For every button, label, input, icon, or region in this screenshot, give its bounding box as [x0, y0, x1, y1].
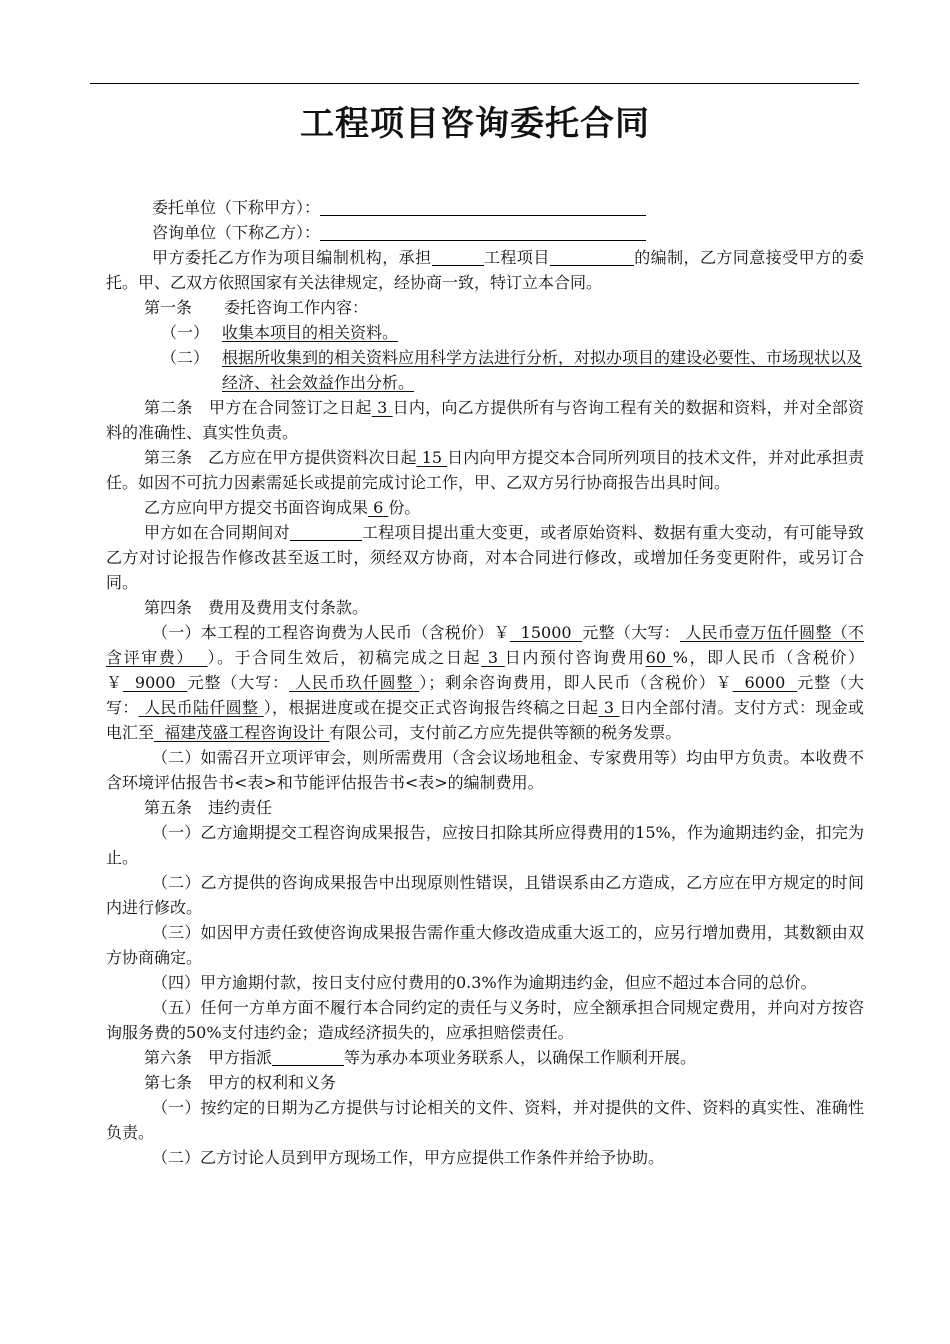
article-5-heading: 第五条 违约责任	[144, 798, 273, 817]
prepay-words: 人民币玖仟圆整	[295, 673, 414, 692]
fee-total-words: 人民币壹万伍仟圆整（不含评审费）	[106, 623, 864, 667]
party-a-blank	[320, 197, 646, 216]
prepay-percent: 60	[645, 648, 666, 667]
contract-title: 工程项目咨询委托合同	[300, 104, 650, 144]
article-5-item: （一）乙方逾期提交工程咨询成果报告，应按日扣除其所应得费用的15%，作为逾期违约金，扣完为止。	[106, 823, 864, 867]
days-value: 3	[377, 398, 388, 417]
article-5-item: （四）甲方逾期付款，按日支付应付费用的0.3%作为逾期违约金，但应不超过本合同的总价。	[152, 973, 817, 992]
article-5-item: （二）乙方提供的咨询成果报告中出现原则性错误，且错误系由乙方造成，乙方应在甲方规定的时间内进行修改。	[106, 873, 864, 917]
party-a-line: 委托单位（下称甲方）：	[106, 195, 864, 220]
copies-value: 6	[373, 498, 384, 517]
intro-paragraph: 甲方委托乙方作为项目编制机构，承担 工程项目 的编制，乙方同意接受甲方的委托。甲、乙双方依照国家有关法律规定，经协商一致，特订立本合同。	[106, 248, 864, 292]
prepay-value: 9000	[134, 673, 176, 692]
article-3: 第三条 乙方应在甲方提供资料次日起 15 日内向甲方提交本合同所列项目的技术文件，并对此承担责任。如因不可抗力因素需延长或提前完成讨论工作，甲、乙双方另行协商报告出具时间。	[106, 448, 864, 492]
article-6: 第六条 甲方指派 等为承办本项业务联系人，以确保工作顺利开展。	[144, 1048, 697, 1067]
article-2: 第二条 甲方在合同签订之日起 3 日内，向乙方提供所有与咨询工程有关的数据和资料，并对全部资料的准确性、真实性负责。	[106, 398, 864, 442]
party-b-blank	[320, 222, 646, 241]
balance-words: 人民币陆仟圆整	[144, 698, 259, 717]
party-b-line: 咨询单位（下称乙方）：	[106, 220, 864, 245]
header-rule	[90, 83, 859, 84]
article-5-item: （三）如因甲方责任致使咨询成果报告需作重大修改造成重大返工的，应另行增加费用，其数额由双方协商确定。	[106, 923, 864, 967]
article-5-item: （五）任何一方单方面不履行本合同约定的责任与义务时，应全额承担合同规定费用，并向对方按咨询服务费的50%支付违约金；造成经济损失的，应承担赔偿责任。	[106, 998, 864, 1042]
payee-company: 福建茂盛工程咨询设计	[164, 723, 325, 742]
copies-paragraph: 乙方应向甲方提交书面咨询成果 6 份。	[144, 498, 421, 517]
article-7-item: （二）乙方讨论人员到甲方现场工作，甲方应提供工作条件并给予协助。	[152, 1148, 665, 1167]
contract-body	[106, 195, 864, 1170]
change-paragraph: 甲方如在合同期间对 工程项目提出重大变更，或者原始资料、数据有重大变动，有可能导致乙方对讨论报告作修改甚至返工时，须经双方协商，对本合同进行修改，或增加任务变更附件，或另订合同。	[106, 523, 864, 592]
article-1-item: （一） 收集本项目的相关资料。	[161, 323, 399, 342]
article-7-item: （一）按约定的日期为乙方提供与讨论相关的文件、资料，并对提供的文件、资料的真实性、准确性负责。	[106, 1098, 864, 1142]
article-4-heading: 第四条 费用及费用支付条款。	[144, 598, 369, 617]
balance-value: 6000	[744, 673, 786, 692]
article-7-heading: 第七条 甲方的权利和义务	[144, 1073, 337, 1092]
fee-paragraph-2: （二）如需召开立项评审会，则所需费用（含会议场地租金、专家费用等）均由甲方负责。本收费不含环境评估报告书<表>和节能评估报告书<表>的编制费用。	[106, 748, 864, 792]
days-value: 15	[421, 448, 443, 467]
article-1-item: （二） 根据所收集到的相关资料应用科学方法进行分析，对拟办项目的建设必要性、市场现状以及经济、社会效益作出分析。	[161, 348, 863, 392]
fee-total-value: 15000	[520, 623, 572, 642]
fee-paragraph: （一）本工程的工程咨询费为人民币（含税价）￥ 15000 元整（大写： 人民币壹万伍仟圆整（不含评审费） ）。于合同生效后，初稿完成之日起 3 日内预付咨询费用60 %，即人民币（含税价）￥ 9000 元整（大写： 人民币玖仟圆整 ）；剩余咨询费用，即人民币（含税价）￥ 6000 元整（大写： 人民币陆仟圆整 ），根据进度或在提交正式咨询报告终稿之日起 3 日内全部付清。支付方式：现金或电汇至 福建茂盛工程咨询设计 有限公司，支付前乙方应先提供等额的税务发票。	[106, 623, 864, 742]
article-1-heading: 第一条 委托咨询工作内容：	[144, 298, 369, 317]
